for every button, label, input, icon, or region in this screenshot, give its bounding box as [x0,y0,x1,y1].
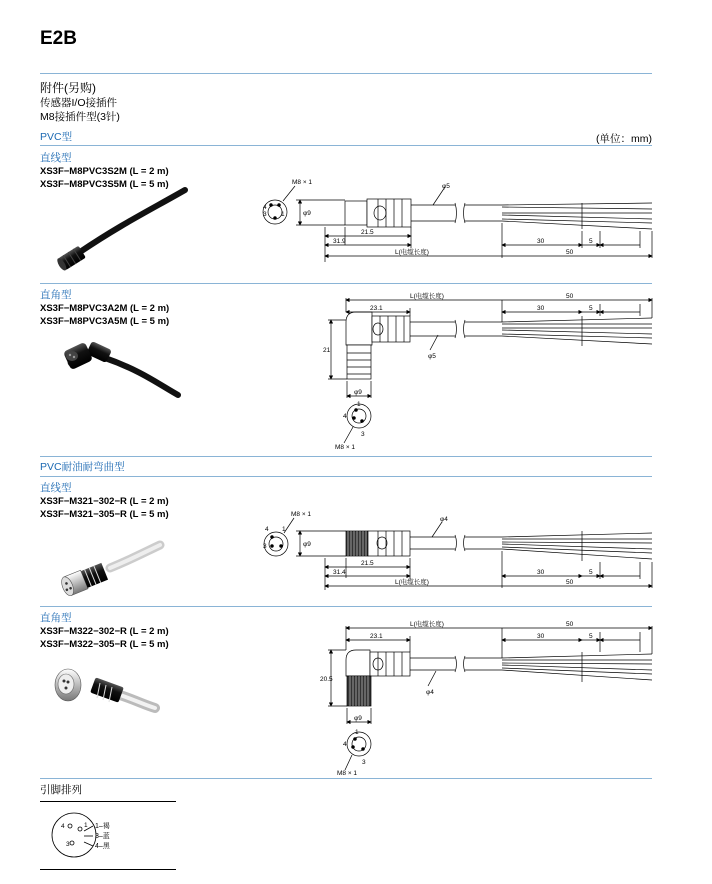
svg-text:5: 5 [589,633,593,640]
pinout-diagram [52,813,96,857]
svg-text:30: 30 [537,569,545,576]
pvc-angled-label: 直角型 [40,289,72,301]
svg-text:3: 3 [362,759,366,766]
svg-text:φ9: φ9 [303,210,311,217]
svg-text:50: 50 [566,249,574,256]
oil-angled-model-2m: XS3F−M322−302−R (L = 2 m) [40,626,169,637]
svg-text:φ4: φ4 [426,689,434,696]
pinout-pin-numbers [61,822,88,848]
svg-text:L(电缆长度): L(电缆长度) [395,579,429,586]
svg-text:3: 3 [361,431,365,438]
pvc-straight-model-5m: XS3F−M8PVC3S5M (L = 5 m) [40,179,169,190]
drawing-oil-straight [264,518,652,590]
photo-pvc-angled [63,341,178,395]
pvc-angled-model-2m: XS3F−M8PVC3A2M (L = 2 m) [40,303,170,314]
svg-text:φ5: φ5 [442,183,450,190]
photo-oil-straight [59,545,160,597]
oil-straight-model-2m: XS3F−M321−302−R (L = 2 m) [40,496,169,507]
unit-note: (单位：mm) [596,133,652,145]
section-oilproof-label: PVC耐油耐弯曲型 [40,461,125,473]
svg-text:M8 × 1: M8 × 1 [337,770,358,777]
oil-straight-label: 直线型 [40,482,72,494]
svg-text:20.5: 20.5 [320,676,333,683]
svg-text:50: 50 [566,579,574,586]
svg-text:30: 30 [537,305,545,312]
svg-text:30: 30 [537,238,545,245]
svg-text:50: 50 [566,621,574,628]
svg-text:1: 1 [84,822,88,829]
svg-text:21.5: 21.5 [361,560,374,567]
svg-text:L(电缆长度): L(电缆长度) [410,621,444,628]
svg-text:30: 30 [537,633,545,640]
svg-text:4–黑: 4–黑 [95,843,110,850]
svg-text:M8 × 1: M8 × 1 [292,179,313,186]
svg-text:M8 × 1: M8 × 1 [291,511,312,518]
svg-text:φ4: φ4 [440,516,448,523]
svg-text:21.5: 21.5 [361,229,374,236]
svg-text:50: 50 [566,293,574,300]
svg-text:21: 21 [323,347,331,354]
svg-text:23.1: 23.1 [370,305,383,312]
svg-text:5: 5 [589,569,593,576]
oil-angled-model-5m: XS3F−M322−305−R (L = 5 m) [40,639,169,650]
page-title: E2B [40,28,77,49]
drawing-pvc-straight [263,186,652,262]
photo-oil-angled [55,669,155,708]
pinout-legend [95,821,111,850]
svg-text:L(电缆长度): L(电缆长度) [395,249,429,256]
svg-text:4: 4 [343,741,347,748]
svg-text:M8 × 1: M8 × 1 [335,444,356,451]
pvc-straight-label: 直线型 [40,152,72,164]
svg-text:φ9: φ9 [354,389,362,396]
svg-text:4: 4 [263,204,267,211]
drawing-pvc-straight-labels [263,179,593,256]
svg-text:4: 4 [343,413,347,420]
svg-text:3: 3 [263,543,267,550]
accessories-title: 附件(另购) [40,81,96,95]
svg-text:23.1: 23.1 [370,633,383,640]
svg-text:31.4: 31.4 [333,569,346,576]
accessories-line1: 传感器I/O接插件 [40,97,118,109]
svg-text:φ9: φ9 [303,541,311,548]
svg-text:3: 3 [263,211,267,218]
svg-text:1: 1 [357,401,361,408]
svg-text:5: 5 [589,238,593,245]
pvc-straight-model-2m: XS3F−M8PVC3S2M (L = 2 m) [40,166,169,177]
svg-text:1: 1 [282,526,286,533]
svg-text:3–蓝: 3–蓝 [95,833,110,840]
svg-text:φ5: φ5 [428,353,436,360]
oil-straight-model-5m: XS3F−M321−305−R (L = 5 m) [40,509,169,520]
pinout-title: 引脚排列 [40,784,82,796]
drawing-pvc-angled [328,298,652,443]
oil-angled-label: 直角型 [40,612,72,624]
svg-text:5: 5 [589,305,593,312]
svg-text:L(电缆长度): L(电缆长度) [410,293,444,300]
accessories-line2: M8接插件型(3针) [40,111,120,123]
svg-text:φ9: φ9 [354,715,362,722]
pvc-angled-model-5m: XS3F−M8PVC3A5M (L = 5 m) [40,316,170,327]
section-pvc-label: PVC型 [40,131,73,143]
photo-pvc-straight [56,190,185,272]
svg-text:1–褐: 1–褐 [95,823,110,830]
svg-text:3: 3 [66,841,70,848]
drawing-oil-angled [328,626,652,770]
svg-text:1: 1 [281,211,285,218]
svg-text:4: 4 [265,526,269,533]
svg-text:1: 1 [355,729,359,736]
svg-text:31.9: 31.9 [333,238,346,245]
svg-text:4: 4 [61,823,65,830]
